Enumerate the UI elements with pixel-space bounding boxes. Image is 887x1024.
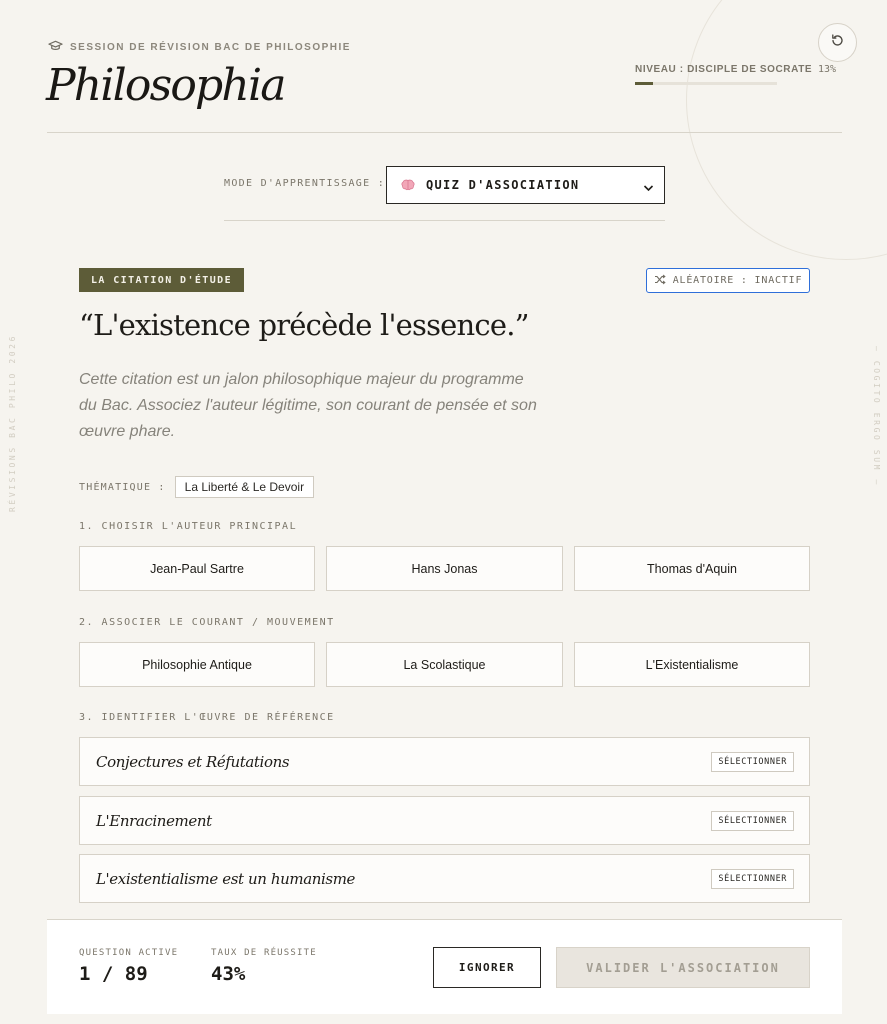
theme-label: THÉMATIQUE : [79, 481, 166, 493]
study-quote-badge: LA CITATION D'ÉTUDE [79, 268, 244, 292]
work-title: Conjectures et Réfutations [96, 752, 290, 771]
session-label-text: SESSION DE RÉVISION BAC DE PHILOSOPHIE [70, 42, 351, 53]
author-option-jonas[interactable]: Hans Jonas [326, 546, 563, 591]
mode-select[interactable] [386, 166, 665, 204]
footer-bar [47, 919, 842, 1014]
work-option[interactable] [79, 854, 810, 903]
author-option-aquin[interactable]: Thomas d'Aquin [574, 546, 810, 591]
reset-icon [830, 33, 845, 53]
success-value: 43% [211, 963, 246, 985]
random-toggle-label: ALÉATOIRE : INACTIF [672, 275, 803, 286]
theme-row [79, 476, 314, 498]
validate-button[interactable]: VALIDER L'ASSOCIATION [556, 947, 810, 988]
work-title: L'existentialisme est un humanisme [96, 869, 356, 888]
work-option[interactable] [79, 796, 810, 845]
side-caption-right: — COGITO ERGO SUM — [872, 346, 881, 487]
movement-option-antique[interactable]: Philosophie Antique [79, 642, 315, 687]
movement-option-scolastique[interactable]: La Scolastique [326, 642, 563, 687]
theme-tag: La Liberté & Le Devoir [175, 476, 314, 498]
skip-button[interactable]: IGNORER [433, 947, 541, 988]
work-select-button[interactable]: SÉLECTIONNER [711, 869, 794, 889]
random-toggle-button[interactable] [646, 268, 810, 293]
session-label [48, 40, 351, 55]
movement-section-title: 2. ASSOCIER LE COURANT / MOUVEMENT [79, 617, 335, 628]
level-progress-track [635, 82, 777, 85]
work-option[interactable] [79, 737, 810, 786]
side-caption-left: RÉVISIONS BAC PHILO 2026 [8, 334, 17, 512]
mode-label: MODE D'APPRENTISSAGE : [224, 178, 386, 189]
decorative-circle [686, 0, 887, 260]
level-indicator [635, 64, 842, 75]
level-label: NIVEAU : DISCIPLE DE SOCRATE [635, 64, 813, 75]
chevron-down-icon [643, 181, 654, 189]
brand-title: Philosophia [46, 60, 285, 111]
graduation-cap-icon [48, 40, 63, 55]
quote-description: Cette citation est un jalon philosophique majeur du programme du Bac. Associez l'auteur légitime, son courant de pensée et son œuvre phare. [79, 371, 537, 440]
author-section-title: 1. CHOISIR L'AUTEUR PRINCIPAL [79, 521, 298, 532]
brain-icon [401, 179, 415, 191]
author-option-sartre[interactable]: Jean-Paul Sartre [79, 546, 315, 591]
reset-button[interactable] [818, 23, 857, 62]
level-percent: 13% [818, 64, 837, 75]
shuffle-icon [654, 274, 666, 288]
level-progress-fill [635, 82, 653, 85]
header-divider [47, 132, 842, 133]
mode-divider [224, 220, 665, 221]
work-title: L'Enracinement [96, 811, 212, 830]
work-select-button[interactable]: SÉLECTIONNER [711, 811, 794, 831]
work-section-title: 3. IDENTIFIER L'ŒUVRE DE RÉFÉRENCE [79, 712, 335, 723]
question-label: QUESTION ACTIVE [79, 948, 179, 958]
movement-option-existentialisme[interactable]: L'Existentialisme [574, 642, 810, 687]
success-label: TAUX DE RÉUSSITE [211, 948, 317, 958]
mode-select-value: QUIZ D'ASSOCIATION [426, 178, 580, 192]
study-quote: “L'existence précède l'essence.” [79, 308, 529, 342]
work-select-button[interactable]: SÉLECTIONNER [711, 752, 794, 772]
question-value: 1 / 89 [79, 963, 148, 985]
